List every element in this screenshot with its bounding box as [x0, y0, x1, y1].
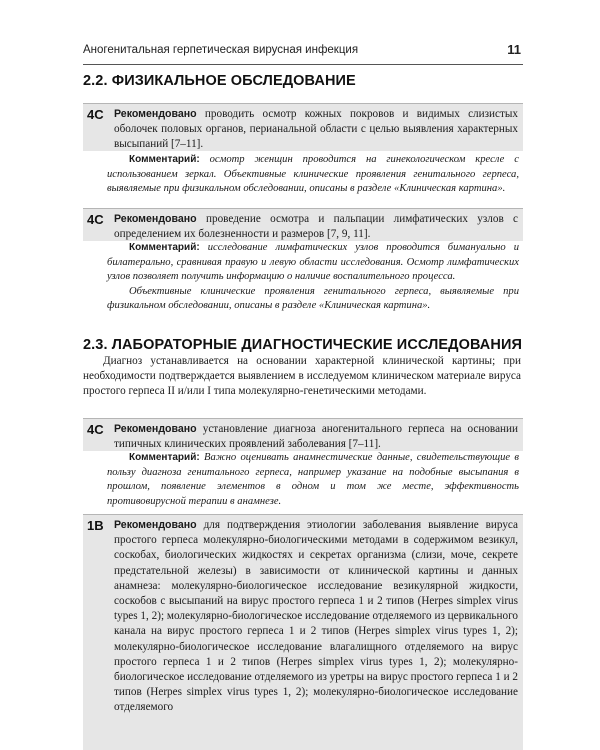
evidence-grade: 4С	[87, 422, 104, 437]
comment-block	[107, 451, 519, 509]
recommendation-text	[114, 518, 518, 716]
section-heading-2-3: 2.3. ЛАБОРАТОРНЫЕ ДИАГНОСТИЧЕСКИЕ ИССЛЕДОВАНИЯ	[83, 337, 522, 353]
recommendation-text	[114, 212, 518, 242]
recommendation-text	[114, 422, 518, 452]
recommendation-label: Рекомендовано	[114, 213, 197, 225]
running-header-title: Аногенитальная герпетическая вирусная инфекция	[83, 44, 359, 56]
comment-label: Комментарий:	[129, 154, 200, 165]
recommendation-text	[114, 107, 518, 153]
comment-block	[107, 153, 519, 197]
recommendation-body: для подтверждения этиологии заболевания выявление вируса простого герпеса молекулярно-биологическими методами в содержимом везикул, соскобах, биологических жидкостях и секретах организма (слизи, моче, секрете предстательной железы) в зависимости от клинической картины и данных анамнеза: молекулярно-биологическое исследование везикулярной жидкости, соскобов с высыпаний на вирус простого герпеса 1 и 2 типов (Herpes simplex virus types 1, 2); молекулярно-биологическое исследование отделяемого из цервикального канала на вирус простого герпеса 1 и 2 типов (Herpes simplex virus types 1, 2); молекулярно-биологическое исследование влагалищного отделяемого на вирус простого герпеса 1 и 2 типов (Herpes simplex virus types 1, 2); молекулярно-биологическое исследование отделяемого из уретры на вирус простого герпеса 1 и 2 типов (Herpes simplex virus types 1, 2); молекулярно-биологическое исследование отделяемого	[114, 519, 518, 714]
comment-text: исследование лимфатических узлов проводится бимануально и билатерально, сравнивая правую и левую области исследования. Осмотр лимфатических узлов позволяет получить информацию о наличие воспалительного процесса.	[107, 242, 520, 283]
comment-label: Комментарий:	[129, 452, 200, 463]
recommendation-box	[83, 418, 523, 451]
comment-text-paragraph: Объективные клинические проявления генитального герпеса, выявляемые при физикальном обследовании, описаны в разделе «Клиническая картина».	[107, 285, 519, 312]
recommendation-label: Рекомендовано	[114, 108, 197, 120]
recommendation-box	[83, 208, 523, 241]
comment-block	[107, 241, 519, 314]
comment-text: осмотр женщин проводится на гинекологическом кресле с использованием зеркал. Объективные клинические проявления генитального герпеса, выявляемые при физикальном обследовании, описаны в разделе «Клиническая картина».	[107, 154, 519, 195]
running-header	[83, 42, 523, 65]
page-number: 11	[507, 42, 521, 57]
comment-text: Важно оценивать анамнестические данные, свидетельствующие в пользу диагноза генитального герпеса, например указание на подобные высыпания в прошлом, появление элементов в одном и том же месте, эффективность противовирусной терапии в анамнезе.	[107, 452, 519, 507]
recommendation-box	[83, 103, 523, 151]
recommendation-label: Рекомендовано	[114, 519, 197, 531]
recommendation-box	[83, 514, 523, 750]
evidence-grade: 1В	[87, 518, 104, 533]
section-heading-2-2: 2.2. ФИЗИКАЛЬНОЕ ОБСЛЕДОВАНИЕ	[83, 73, 356, 89]
recommendation-body: установление диагноза аногенитального герпеса на основании типичных клинических проявлений заболевания [7–11].	[114, 423, 518, 451]
recommendation-body: проведение осмотра и пальпации лимфатических узлов с определением их болезненности и размеров [7, 9, 11].	[114, 213, 519, 241]
evidence-grade: 4С	[87, 107, 104, 122]
evidence-grade: 4С	[87, 212, 104, 227]
body-paragraph: Диагноз устанавливается на основании характерной клинической картины; при необходимости подтверждается выявлением в исследуемом клиническом материале вируса простого герпеса II и/или I типа молекулярно-генетическими методами.	[83, 355, 521, 397]
recommendation-label: Рекомендовано	[114, 423, 197, 435]
comment-label: Комментарий:	[129, 242, 200, 253]
recommendation-body: проводить осмотр кожных покровов и видимых слизистых оболочек половых органов, перианальной области с целью выявления характерных высыпаний [7–11].	[114, 108, 518, 151]
